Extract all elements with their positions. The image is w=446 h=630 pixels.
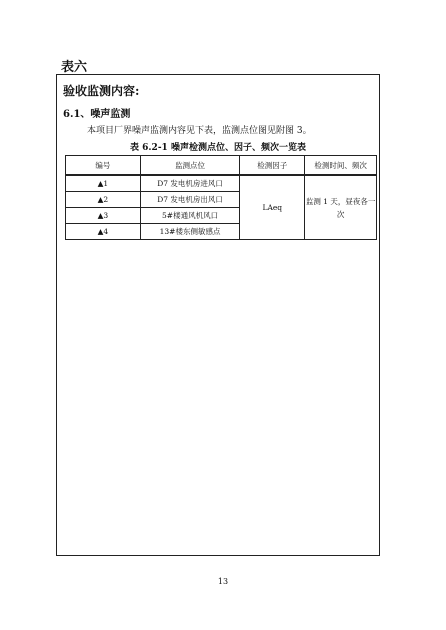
row-location: 13#楼东侧敏感点 [140,224,240,240]
table-header-row [66,156,377,176]
section-heading: 验收监测内容: [63,84,140,98]
header-frequency: 检测时间、频次 [305,156,377,176]
row-id: ▲4 [66,224,141,240]
table-row [66,175,377,192]
page-number: 13 [217,577,229,586]
form-title: 表六 [61,60,88,75]
table-caption: 表 6.2-1 噪声检测点位、因子、频次一览表 [130,143,306,153]
row-location: 5#楼通风机风口 [140,208,240,224]
factor-cell: LAeq [240,175,305,240]
header-factor: 检测因子 [240,156,305,176]
row-id: ▲2 [66,192,141,208]
header-id: 编号 [66,156,141,176]
sub-heading: 6.1、噪声监测 [63,109,131,120]
row-id: ▲1 [66,175,141,192]
noise-monitoring-table [65,155,377,240]
content-frame [56,74,380,556]
row-location: D7 发电机房出风口 [140,192,240,208]
header-location: 监测点位 [140,156,240,176]
frequency-cell: 监测 1 天，昼夜各一次 [305,175,377,240]
intro-paragraph: 本项目厂界噪声监测内容见下表，监测点位图见附图 3。 [87,126,312,136]
row-location: D7 发电机房进风口 [140,175,240,192]
row-id: ▲3 [66,208,141,224]
